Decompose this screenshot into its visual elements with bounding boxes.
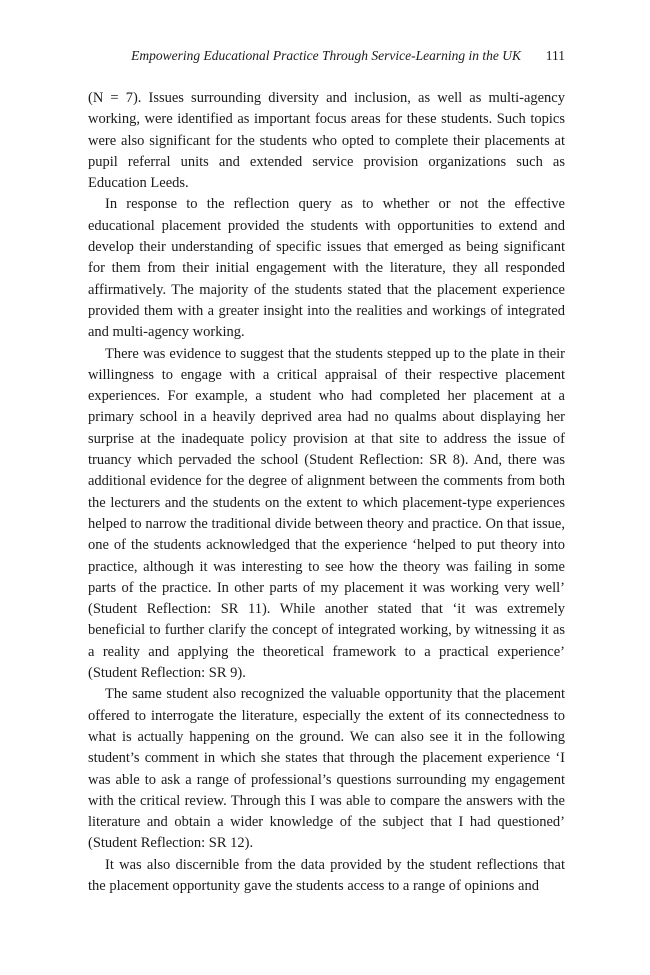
paragraph: In response to the reflection query as to whether or not the effective educational placement provided the students with opportunities to extend and develop their understanding of specific issues that emerged as being significant for them from their initial engagement with the literature, they all responded affirmatively. The majority of the students stated that the placement experience provided them with a greater insight into the realities and workings of integrated and multi-agency working. bbox=[88, 196, 565, 341]
running-title: Empowering Educational Practice Through Service-Learning in the UK bbox=[131, 48, 521, 63]
body-text bbox=[88, 88, 565, 897]
paragraph: It was also discernible from the data provided by the student reflections that the placement opportunity gave the students access to a range of opinions and bbox=[88, 856, 565, 894]
page-number: 111 bbox=[545, 48, 565, 63]
paragraph: The same student also recognized the valuable opportunity that the placement offered to interrogate the literature, especially the extent of its connectedness to what is actually happening on the ground. We can also see it in the following student’s comment in which she states that through the placement experience ‘I was able to ask a range of professional’s questions surrounding my engagement with the critical review. Through this I was able to compare the answers with the literature and obtain a wider knowledge of the subject that I had questioned’ (Student Reflection: SR 12). bbox=[88, 686, 565, 852]
page-header bbox=[88, 45, 565, 67]
paragraph: (N = 7). Issues surrounding diversity and inclusion, as well as multi-agency working, were identified as important focus areas for these students. Such topics were also significant for the students who opted to complete their placements at pupil referral units and extended service provision organizations such as Education Leeds. bbox=[88, 90, 565, 192]
paragraph: There was evidence to suggest that the students stepped up to the plate in their willingness to engage with a critical appraisal of their respective placement experiences. For example, a student who had completed her placement at a primary school in a heavily deprived area had no qualms about displaying her surprise at the inadequate policy provision at that site to address the issue of truancy which pervaded the school (Student Reflection: SR 8). And, there was additional evidence for the degree of alignment between the comments from both the lecturers and the students on the extent to which placement-type experiences helped to narrow the traditional divide between theory and practice. On that issue, one of the students acknowledged that the experience ‘helped to put theory into practice, although it was interesting to see how the theory was failing in some parts of the practice. In other parts of my placement it was working very well’ (Student Reflection: SR 11). While another stated that ‘it was extremely beneficial to further clarify the concept of integrated working, by witnessing it as a reality and applying the theoretical framework to a practical experience’ (Student Reflection: SR 9). bbox=[88, 345, 565, 682]
